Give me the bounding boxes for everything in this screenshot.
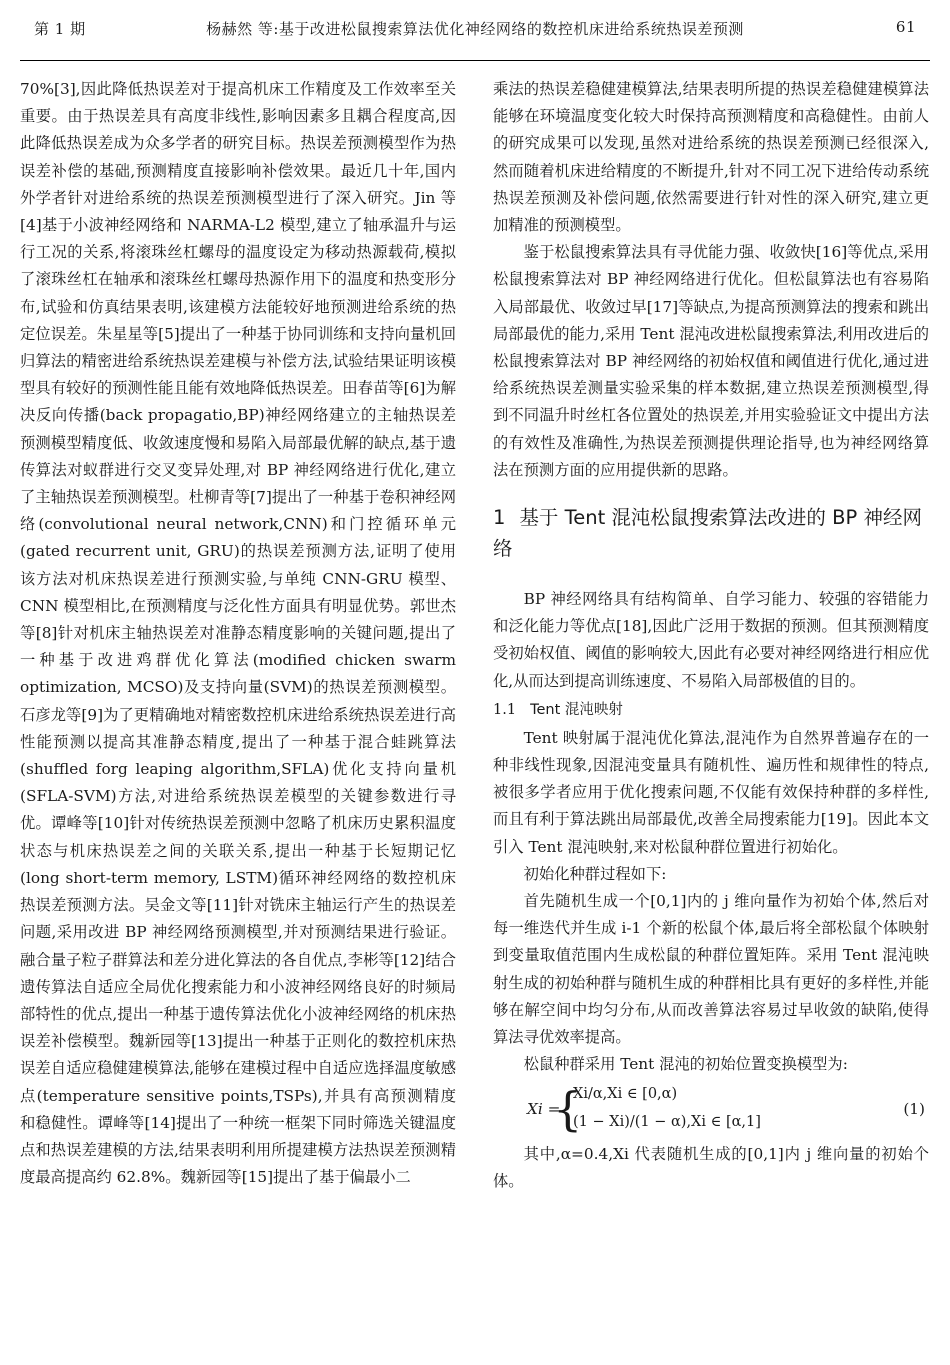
body-paragraph: 松鼠种群采用 Tent 混沌的初始位置变换模型为: (523, 1055, 848, 1074)
page-number: 61 (895, 18, 916, 36)
body-paragraph: BP 神经网络具有结构简单、自学习能力、较强的容错能力和泛化能力等优点[18],因此广泛用于数据的预测。但其预测精度受初始权值、阈值的影响较大,因此有必要对神经网络进行相应优化,从而达到提高训练速度、不易陷入局部极值的目的。 (493, 590, 929, 690)
equation-lhs: Xi = (527, 1099, 561, 1118)
subsection-title: Tent 混沌映射 (530, 701, 623, 718)
equation-1 (493, 1081, 929, 1139)
body-paragraph: 鉴于松鼠搜索算法具有寻优能力强、收敛快[16]等优点,采用松鼠搜索算法对 BP 神经网络进行优化。但松鼠算法也有容易陷入局部最优、收敛过早[17]等缺点,为提高预测算法的搜索和跳出局部最优的能力,采用 Tent 混沌改进松鼠搜索算法,利用改进后的松鼠搜索算法对 BP 神经网络的初始权值和阈值进行优化,通过进给系统热误差测量实验采集的样本数据,建立热误差预测模型,得到不同温升时丝杠各位置处的热误差,并用实验验证文中提出方法的有效性及准确性,为热误差预测提供理论指导,也为神经网络算法在预测方面的应用提供新的思路。 (493, 243, 929, 479)
body-paragraph: 初始化种群过程如下: (523, 864, 667, 883)
left-column (20, 76, 456, 1191)
section-number: 1 (493, 506, 506, 530)
running-header (20, 0, 930, 66)
body-paragraph: 乘法的热误差稳健建模算法,结果表明所提的热误差稳健建模算法能够在环境温度变化较大时保持高预测精度和高稳健性。由前人的研究成果可以发现,虽然对进给系统的热误差预测已经很深入,然而随着机床进给精度的不断提升,针对不同工况下进给传动系统热误差预测及补偿问题,依然需要进行针对性的深入研究,建立更加精准的预测模型。 (493, 80, 929, 235)
issue-label: 第 1 期 (34, 20, 86, 38)
body-paragraph: 其中,α=0.4,Xi 代表随机生成的[0,1]内 j 维向量的初始个体。 (493, 1144, 929, 1190)
header-rule (20, 60, 930, 61)
section-heading (493, 502, 929, 564)
right-column (493, 76, 929, 1195)
equation-case-2: (1 − Xi)/(1 − α),Xi ∈ [α,1] (573, 1113, 761, 1130)
subsection-number: 1.1 (493, 701, 517, 718)
body-paragraph: 70%[3],因此降低热误差对于提高机床工作精度及工作效率至关重要。由于热误差具有高度非线性,影响因素多且耦合程度高,因此降低热误差成为众多学者的研究目标。热误差预测模型作为热误差补偿的基础,预测精度直接影响补偿效果。最近几十年,国内外学者针对进给系统的热误差预测模型进行了深入研究。Jin 等[4]基于小波神经网络和 NARMA-L2 模型,建立了轴承温升与运行工况的关系,将滚珠丝杠螺母的温度设定为移动热源载荷,模拟了滚珠丝杠在轴承和滚珠丝杠螺母热源作用下的温度和热变形分布,试验和仿真结果表明,该建模方法能较好地预测进给系统的热定位误差。朱星星等[5]提出了一种基于协同训练和支持向量机回归算法的精密进给系统热误差建模与补偿方法,试验结果证明该模型具有较好的预测性能且能有效地降低热误差。田春苗等[6]为解决反向传播(back propagatio,BP)神经网络建立的主轴热误差预测模型精度低、收敛速度慢和易陷入局部最优解的缺点,基于遗传算法对蚁群进行交叉变异处理,对 BP 神经网络进行优化,建立了主轴热误差预测模型。杜柳青等[7]提出了一种基于卷积神经网络(convolutional neural network,CNN)和门控循环单元(gated recurrent unit, GRU)的热误差预测方法,证明了使用该方法对机床热误差进行预测实验,与单纯 CNN-GRU 模型、CNN 模型相比,在预测精度与泛化性方面具有明显优势。郭世杰等[8]针对机床主轴热误差对准静态精度影响的关键问题,提出了一种基于改进鸡群优化算法(modified chicken swarm optimization, MCSO)及支持向量(SVM)的热误差预测模型。石彦龙等[9]为了更精确地对精密数控机床进给系统热误差进行高性能预测以提高其准静态精度,提出了一种基于混合蛙跳算法(shuffled forg leaping algorithm,SFLA)优化支持向量机(SFLA-SVM)方法,对进给系统热误差模型的关键参数进行寻优。谭峰等[10]针对传统热误差预测中忽略了机床历史累积温度状态与机床热误差之间的关联关系,提出一种基于长短期记忆(long short-term memory, LSTM)循环神经网络的数控机床热误差预测方法。吴金文等[11]针对铣床主轴运行产生的热误差问题,采用改进 BP 神经网络预测模型,并对预测结果进行验证。融合量子粒子群算法和差分进化算法的各自优点,李彬等[12]结合遗传算法自适应全局优化搜索能力和小波神经网络良好的时频局部特性的优点,提出一种基于遗传算法优化小波神经网络的机床热误差补偿模型。魏新园等[13]提出一种基于正则化的数控机床热误差自适应稳健建模算法,能够在建模过程中自适应选择温度敏感点(temperature sensitive points,TSPs),并具有高预测精度和稳健性。谭峰等[14]提出了一种统一框架下同时筛选关键温度点和热误差建模的方法,结果表明利用所提建模方法热误差预测精度最高提高约 62.8%。魏新园等[15]提出了基于偏最小二 (20, 80, 456, 1187)
section-title: 基于 Tent 混沌松鼠搜索算法改进的 BP 神经网络 (493, 506, 922, 561)
running-title: 杨赫然 等:基于改进松鼠搜索算法优化神经网络的数控机床进给系统热误差预测 (206, 20, 744, 38)
equation-case-1: Xi/α,Xi ∈ [0,α) (573, 1085, 678, 1102)
equation-number: (1) (903, 1099, 925, 1118)
subsection-heading (493, 697, 929, 723)
body-paragraph: Tent 映射属于混沌优化算法,混沌作为自然界普遍存在的一种非线性现象,因混沌变量具有随机性、遍历性和规律性的特点,被很多学者应用于优化搜索问题,不仅能有效保持种群的多样性,而且有利于算法跳出局部最优,改善全局搜索能力[19]。因此本文引入 Tent 混沌映射,来对松鼠种群位置进行初始化。 (493, 728, 929, 856)
body-paragraph: 首先随机生成一个[0,1]内的 j 维向量作为初始个体,然后对每一维迭代并生成 i-1 个新的松鼠个体,最后将全部松鼠个体映射到变量取值范围内生成松鼠的种群位置矩阵。采用 Tent 混沌映射生成的初始种群与随机生成的种群相比具有更好的多样性,并能够在解空间中均匀分布,从而改善算法容易过早收敛的缺陷,使得算法寻优效率提高。 (493, 892, 929, 1047)
equation-brace: { (553, 1081, 583, 1136)
